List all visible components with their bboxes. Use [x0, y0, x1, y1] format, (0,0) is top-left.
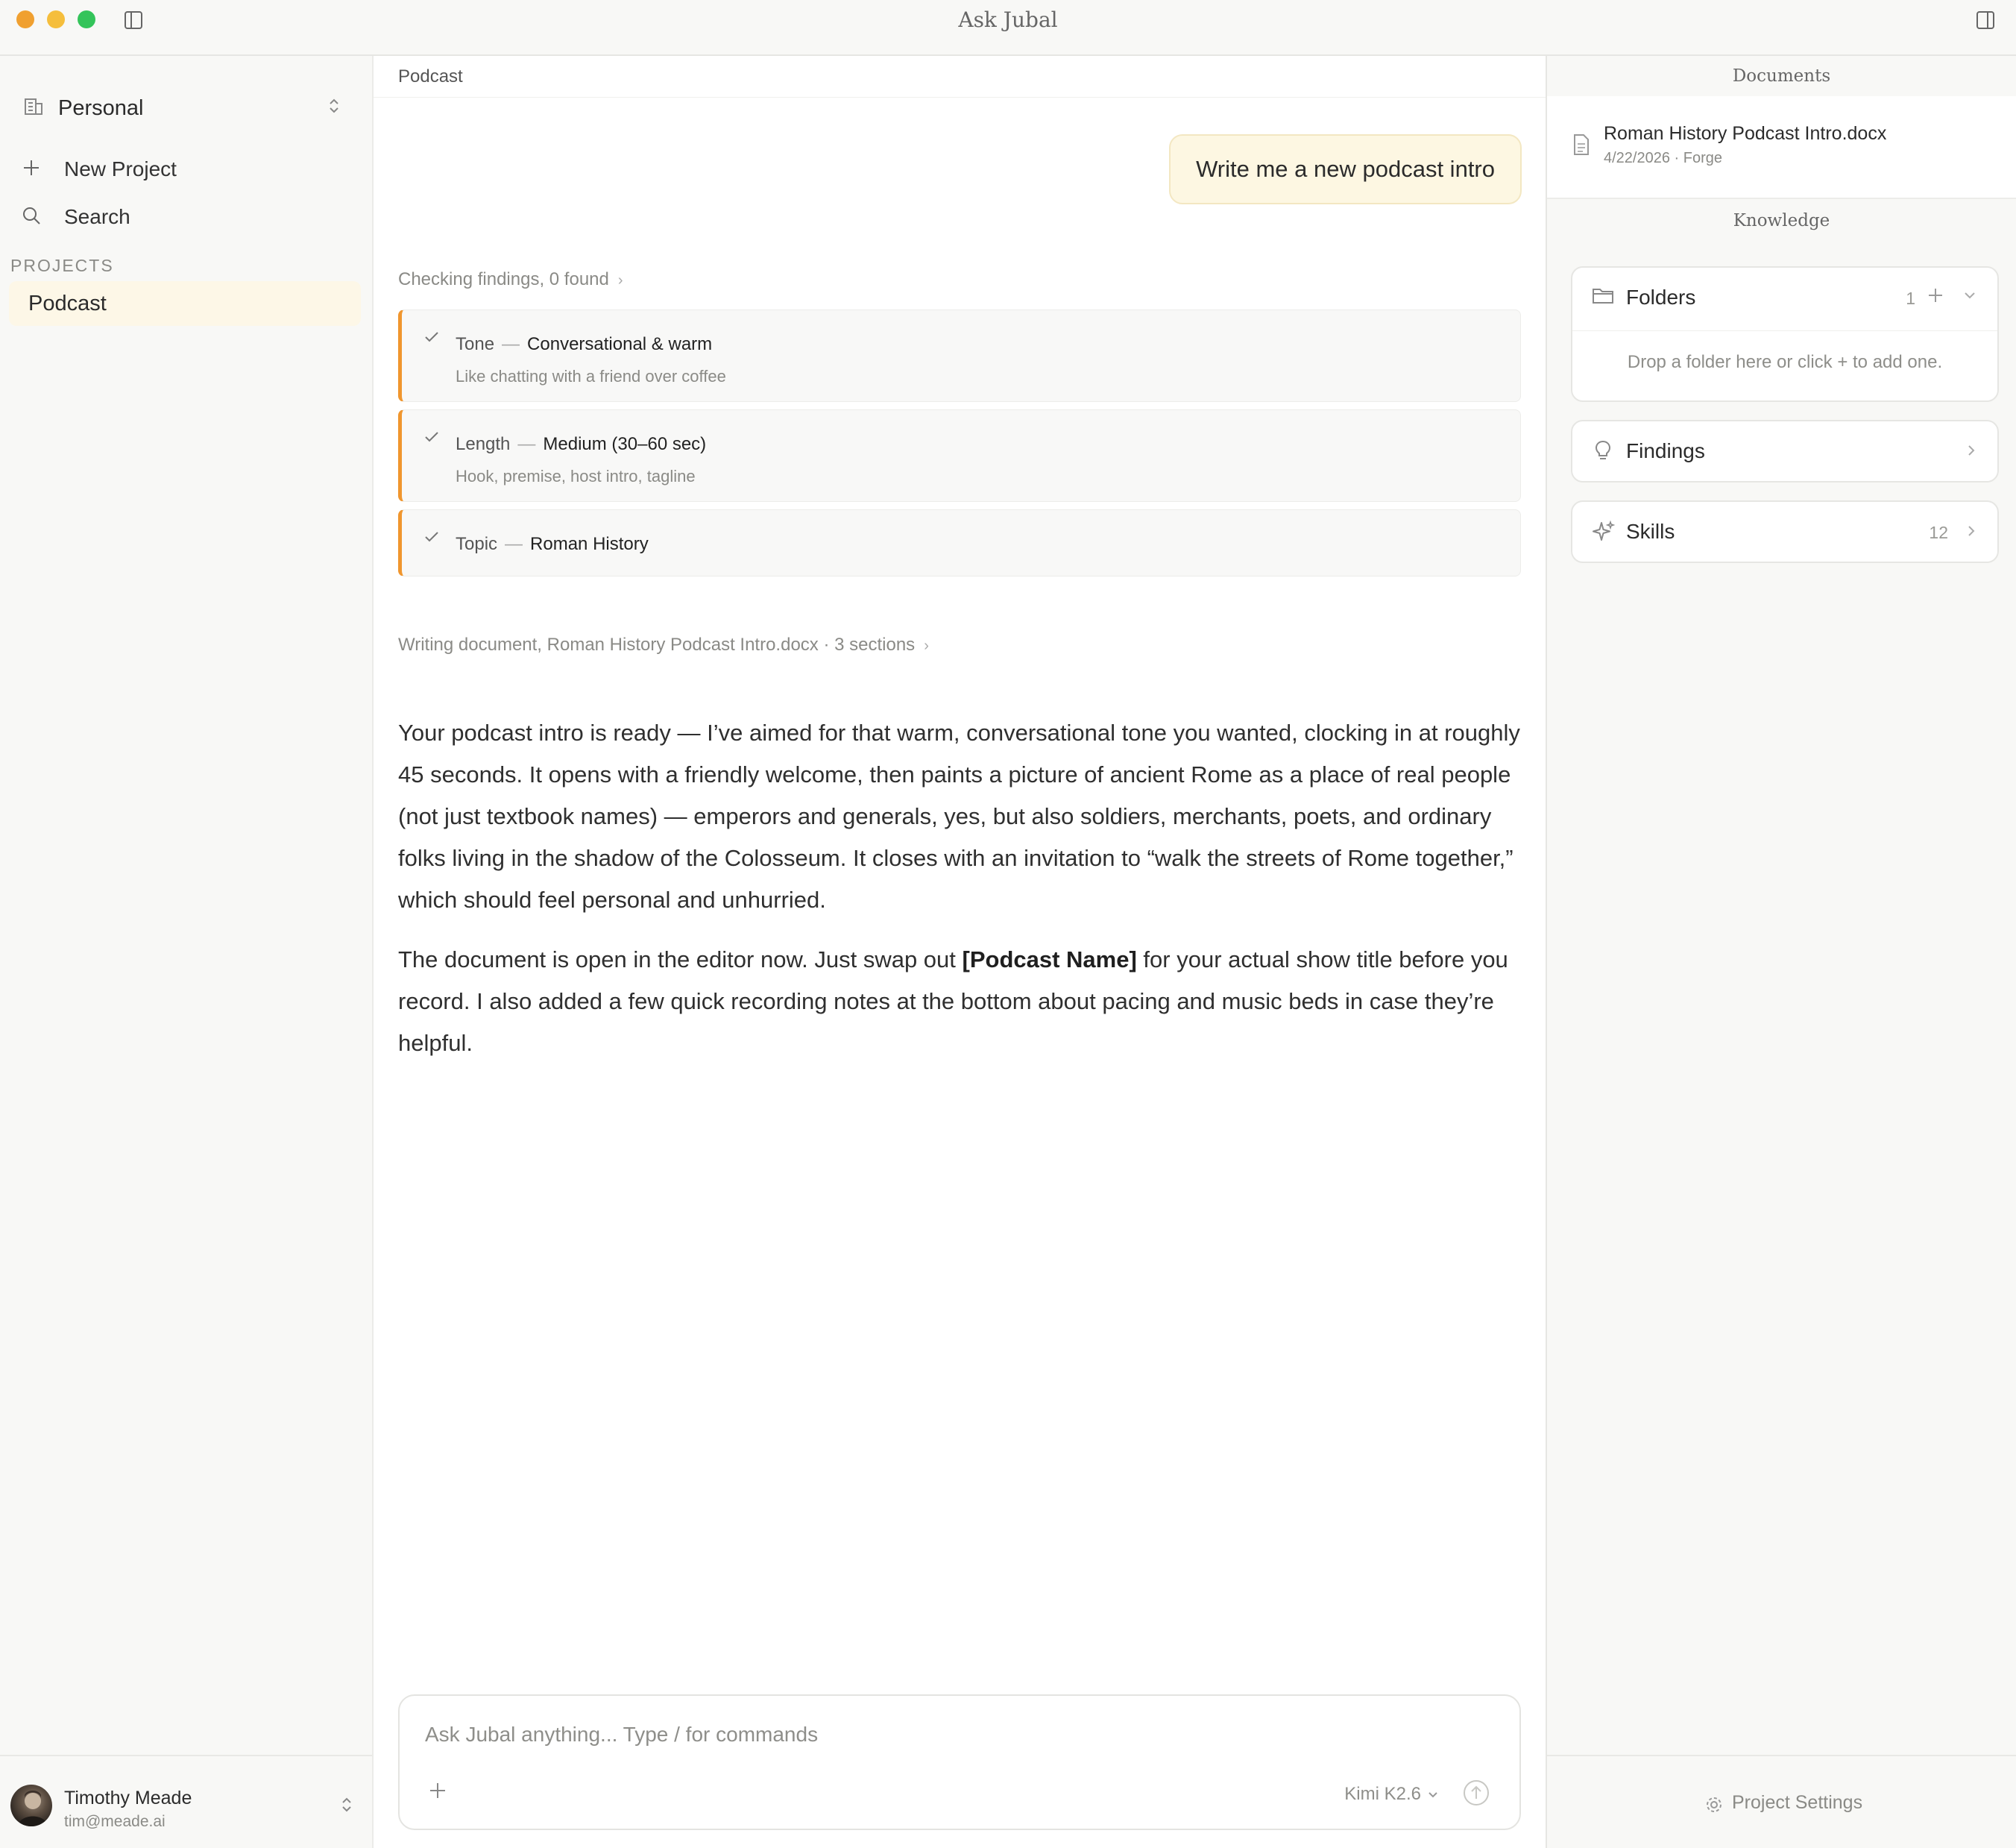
model-selector[interactable] [1344, 1784, 1439, 1805]
folder-icon [1592, 286, 1614, 305]
check-icon [423, 428, 441, 446]
answer-text: for your actual show title before you record. I also added a few quick recording notes at the bottom about pacing and music beds in case they’re helpful. [398, 946, 1508, 1056]
finding-value: Roman History [530, 534, 649, 554]
chevron-down-icon[interactable] [1963, 290, 1976, 301]
findings-card[interactable] [1571, 420, 1999, 483]
project-settings-label: Project Settings [1732, 1792, 1863, 1813]
composer [398, 1694, 1521, 1830]
plus-icon [21, 157, 42, 178]
search-icon [21, 205, 42, 226]
user-menu[interactable] [0, 1755, 372, 1848]
attach-plus-icon[interactable] [428, 1781, 447, 1800]
folders-title: Folders [1626, 286, 1696, 309]
finding-card [398, 409, 1521, 502]
finding-card [398, 309, 1521, 402]
gear-icon [1705, 1796, 1723, 1814]
add-folder-button[interactable] [1927, 287, 1944, 304]
send-button[interactable] [1463, 1779, 1490, 1806]
answer-paragraph [398, 939, 1524, 1064]
folders-count: 1 [1906, 289, 1915, 308]
right-panel [1546, 56, 2016, 1848]
document-item[interactable] [1572, 123, 2005, 175]
chat-main [374, 56, 1546, 1848]
documents-list [1547, 96, 2016, 199]
skills-card[interactable] [1571, 500, 1999, 563]
chevron-right-icon [1966, 444, 1976, 457]
avatar [10, 1785, 52, 1826]
user-name: Timothy Meade [64, 1788, 192, 1808]
document-title: Roman History Podcast Intro.docx [1604, 123, 1887, 144]
finding-card [398, 509, 1521, 576]
breadcrumb-project: Podcast [398, 66, 463, 87]
user-email: tim@meade.ai [64, 1813, 166, 1830]
chevron-right-icon [1966, 524, 1976, 538]
search-button[interactable] [19, 195, 355, 236]
search-label: Search [64, 205, 130, 228]
writing-step-label: Writing document, Roman History Podcast Intro.docx · 3 sections [398, 635, 916, 655]
placeholder-token: [Podcast Name] [962, 946, 1137, 972]
projects-heading: PROJECTS [10, 256, 114, 275]
workspace-name: Personal [58, 96, 144, 120]
check-icon [423, 328, 441, 346]
assistant-answer [398, 712, 1524, 1082]
document-icon [1572, 133, 1590, 156]
sparkle-icon [1592, 520, 1616, 544]
finding-detail: Hook, premise, host intro, tagline [456, 467, 696, 485]
finding-line: Tone — Conversational & warm [456, 334, 713, 354]
finding-line: Length — Medium (30–60 sec) [456, 434, 707, 454]
model-name: Kimi K2.6 [1344, 1784, 1421, 1804]
writing-step-toggle[interactable] [398, 635, 929, 656]
chevron-right-icon: › [617, 272, 623, 289]
finding-key: Tone [456, 334, 495, 354]
finding-detail: Like chatting with a friend over coffee [456, 367, 726, 386]
message-input[interactable]: Ask Jubal anything... Type / for commands [425, 1723, 819, 1746]
right-panel-toggle-icon[interactable] [1976, 10, 1995, 30]
finding-value: Conversational & warm [527, 334, 713, 354]
knowledge-heading: Knowledge [1733, 211, 1830, 230]
finding-value: Medium (30–60 sec) [543, 434, 707, 454]
skills-count: 12 [1929, 523, 1948, 542]
findings-step-label: Checking findings, 0 found [398, 269, 609, 289]
chevron-up-down-icon [339, 1795, 354, 1814]
lightbulb-icon [1592, 439, 1614, 462]
answer-text: The document is open in the editor now. Just swap out [398, 946, 963, 972]
project-label: Podcast [28, 292, 107, 315]
new-project-button[interactable] [19, 147, 355, 189]
sidebar-item-podcast[interactable] [9, 281, 361, 326]
findings-title: Findings [1626, 439, 1705, 462]
new-project-label: New Project [64, 157, 177, 180]
title-bar [0, 0, 2016, 56]
check-icon [423, 528, 441, 546]
finding-line: Topic — Roman History [456, 534, 649, 554]
user-message-bubble: Write me a new podcast intro [1169, 134, 1522, 204]
chevron-up-down-icon [327, 96, 341, 116]
app-title: Ask Jubal [958, 7, 1058, 32]
sidebar [0, 56, 374, 1848]
chevron-down-icon [1427, 1791, 1439, 1800]
breadcrumb [374, 56, 1546, 98]
finding-key: Topic [456, 534, 498, 554]
document-meta: 4/22/2026 · Forge [1604, 150, 1722, 166]
chevron-right-icon: › [924, 638, 929, 654]
answer-paragraph: Your podcast intro is ready — I’ve aimed for that warm, conversational tone you wanted, clocking in at roughly 45 seconds. It opens with a friendly welcome, then paints a picture of ancient Rome as a place of real people (not just textbook names) — emperors and generals, yes, but also soldiers, merchants, poets, and ordinary folks living in the shadow of the Colosseum. It closes with an invitation to “walk the streets of Rome together,” which should feel personal and unhurried. [398, 720, 1520, 913]
folders-card [1571, 266, 1999, 402]
project-settings-button[interactable] [1547, 1755, 2016, 1848]
finding-key: Length [456, 434, 511, 454]
folders-drop-zone[interactable]: Drop a folder here or click + to add one. [1572, 330, 1997, 387]
building-icon [22, 95, 45, 117]
workspace-switcher[interactable] [22, 84, 350, 126]
documents-heading: Documents [1732, 66, 1831, 86]
findings-step-toggle[interactable] [398, 269, 623, 290]
skills-title: Skills [1626, 520, 1675, 543]
